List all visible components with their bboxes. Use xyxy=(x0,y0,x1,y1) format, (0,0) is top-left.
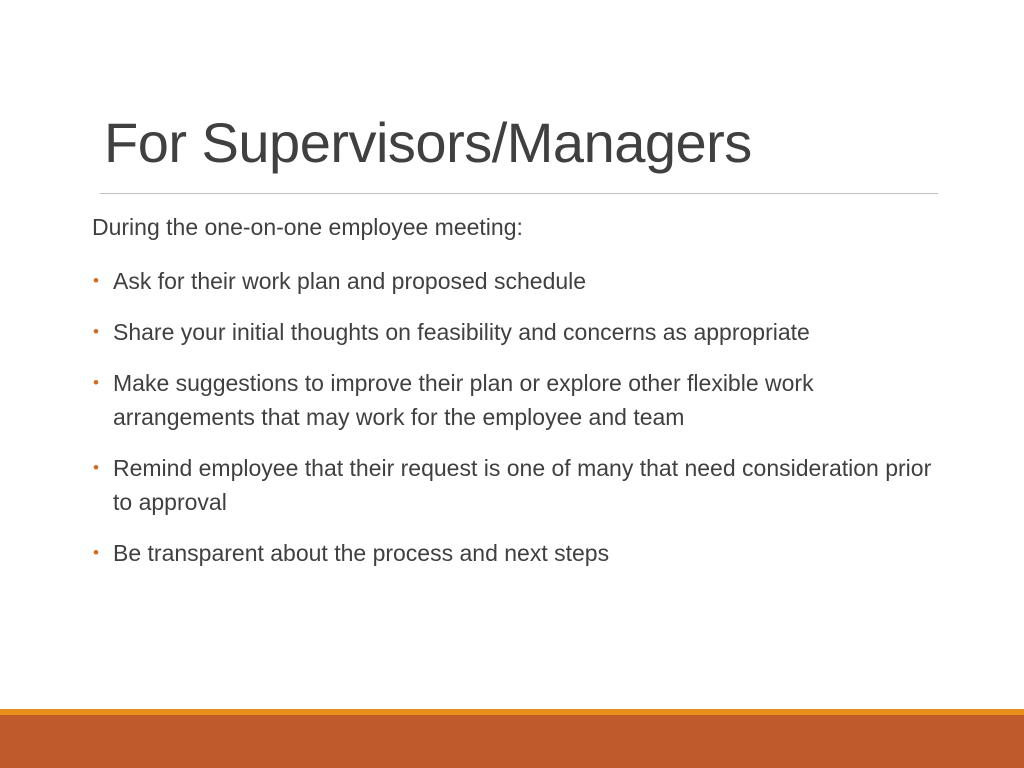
title-divider xyxy=(100,193,938,194)
bullet-item xyxy=(92,536,932,570)
bullet-item xyxy=(92,264,932,298)
bullet-icon: • xyxy=(93,543,99,562)
bullet-icon: • xyxy=(93,458,99,477)
bullet-text: Make suggestions to improve their plan or explore other flexible work arrangements that may work for the employee and team xyxy=(113,370,814,430)
bullet-text: Be transparent about the process and next steps xyxy=(113,540,610,566)
bullet-list xyxy=(92,264,932,587)
bullet-icon: • xyxy=(93,373,99,392)
footer-bar xyxy=(0,715,1024,768)
bullet-text: Ask for their work plan and proposed schedule xyxy=(113,268,587,294)
slide-title: For Supervisors/Managers xyxy=(104,111,752,174)
bullet-item xyxy=(92,315,932,349)
bullet-icon: • xyxy=(93,322,99,341)
intro-text: During the one-on-one employee meeting: xyxy=(92,214,523,240)
bullet-icon: • xyxy=(93,271,99,290)
bullet-text: Remind employee that their request is one of many that need consideration prior to approval xyxy=(113,455,932,515)
bullet-item xyxy=(92,451,932,519)
bullet-item xyxy=(92,366,932,434)
bullet-text: Share your initial thoughts on feasibility and concerns as appropriate xyxy=(113,319,810,345)
